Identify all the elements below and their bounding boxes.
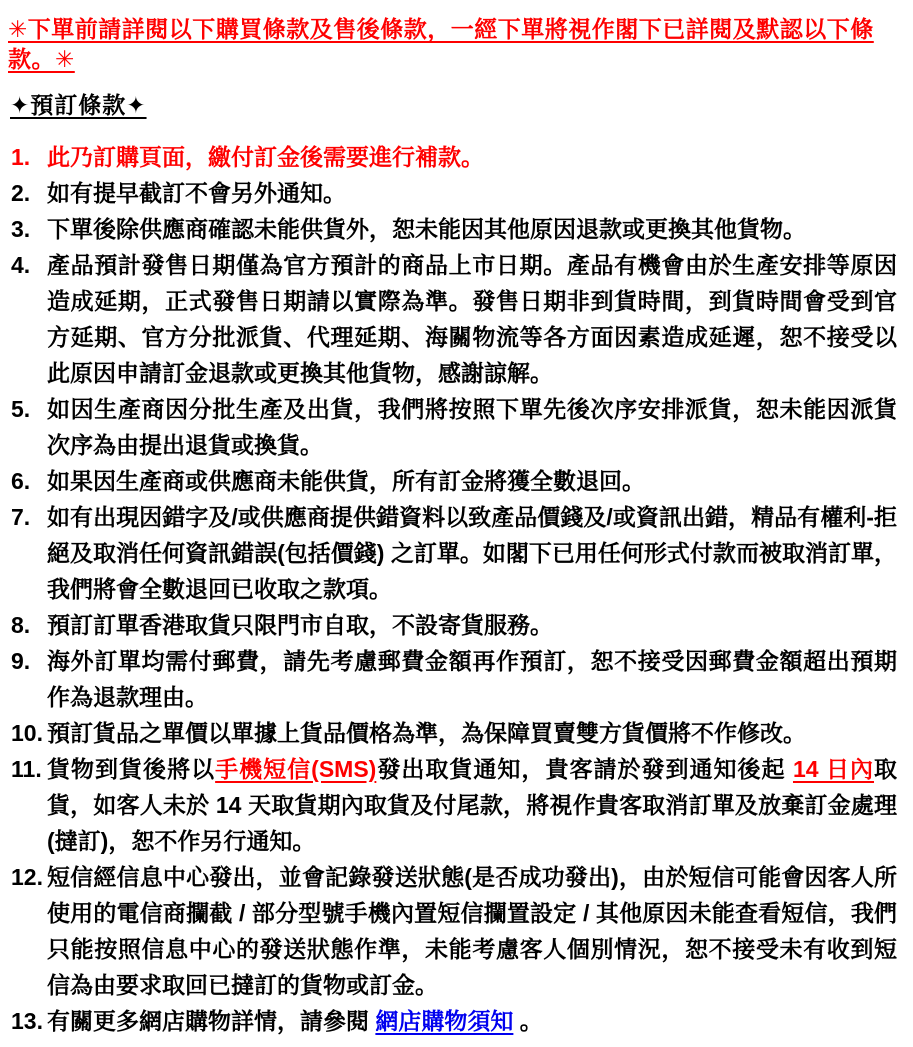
term-item-9 — [8, 643, 897, 715]
term-text: 產品預計發售日期僅為官方預計的商品上市日期。產品有機會由於生產安排等原因造成延期，正式發售日期請以實際為準。發售日期非到貨時間，到貨時間會受到官方延期、官方分批派貨、代理延期、海關物流等各方面因素造成延遲，恕不接受以此原因申請訂金退款或更換其他貨物，感謝諒解。 — [47, 252, 897, 386]
terms-list — [8, 139, 897, 1039]
term-item-10 — [8, 715, 897, 751]
term-item-13 — [8, 1003, 897, 1039]
term-item-5 — [8, 391, 897, 463]
pickup-deadline-emphasis-text: 14 日內 — [792, 756, 874, 782]
term-text: 下單後除供應商確認未能供貨外，恕未能因其他原因退款或更換其他貨物。 — [47, 216, 806, 242]
term-text: 預訂訂單香港取貨只限門市自取，不設寄貨服務。 — [47, 612, 553, 638]
term-item-3 — [8, 211, 897, 247]
term-text: 貨物到貨後將以 — [47, 756, 216, 782]
term-item-4 — [8, 247, 897, 391]
section-title-preorder-terms: ✦預訂條款✦ — [10, 92, 147, 118]
purchase-notice-banner: ✳下單前請詳閱以下購買條款及售後條款，一經下單將視作閣下已詳閱及默認以下條款。✳ — [8, 16, 874, 72]
term-item-6 — [8, 463, 897, 499]
sms-emphasis-text: 手機短信(SMS) — [215, 756, 377, 782]
term-text: 。 — [513, 1008, 543, 1034]
term-item-12 — [8, 859, 897, 1003]
term-item-2 — [8, 175, 897, 211]
term-text: 如因生產商因分批生產及出貨，我們將按照下單先後次序安排派貨，恕未能因派貨次序為由提出退貨或換貨。 — [47, 396, 897, 458]
term-item-1 — [8, 139, 897, 175]
term-text: 發出取貨通知，貴客請於發到通知後起 — [376, 756, 793, 782]
term-text: 有關更多網店購物詳情，請參閱 — [47, 1008, 376, 1034]
term-text: 短信經信息中心發出，並會記錄發送狀態(是否成功發出)，由於短信可能會因客人所使用的電信商攔截 / 部分型號手機內置短信攔置設定 / 其他原因未能查看短信，我們只能按照信息中心的發送狀態作準，未能考慮客人個別情況，恕不接受未有收到短信為由要求取回已撻訂的貨物或訂金。 — [47, 864, 897, 998]
term-text: 海外訂單均需付郵費，請先考慮郵費金額再作預訂，恕不接受因郵費金額超出預期作為退款理由。 — [47, 648, 897, 710]
store-shopping-guide-link[interactable]: 網店購物須知 — [375, 1008, 514, 1034]
term-text: 預訂貨品之單價以單據上貨品價格為準，為保障買賣雙方貨價將不作修改。 — [47, 720, 806, 746]
term-text: 如有出現因錯字及/或供應商提供錯資料以致產品價錢及/或資訊出錯，精品有權利-拒絕及取消任何資訊錯誤(包括價錢) 之訂單。如閣下已用任何形式付款而被取消訂單，我們將會全數退回已收取之款項。 — [47, 504, 897, 602]
term-text: 取貨，如客人未於 14 天取貨期內取貨及付尾款，將視作貴客取消訂單及放棄訂金處理(撻訂)，恕不作另行通知。 — [47, 756, 897, 854]
term-item-8 — [8, 607, 897, 643]
term-text: 此乃訂購頁面，繳付訂金後需要進行補款。 — [47, 144, 484, 170]
term-item-7 — [8, 499, 897, 607]
term-text: 如有提早截訂不會另外通知。 — [47, 180, 346, 206]
term-text: 如果因生產商或供應商未能供貨，所有訂金將獲全數退回。 — [47, 468, 645, 494]
term-item-11 — [8, 751, 897, 859]
